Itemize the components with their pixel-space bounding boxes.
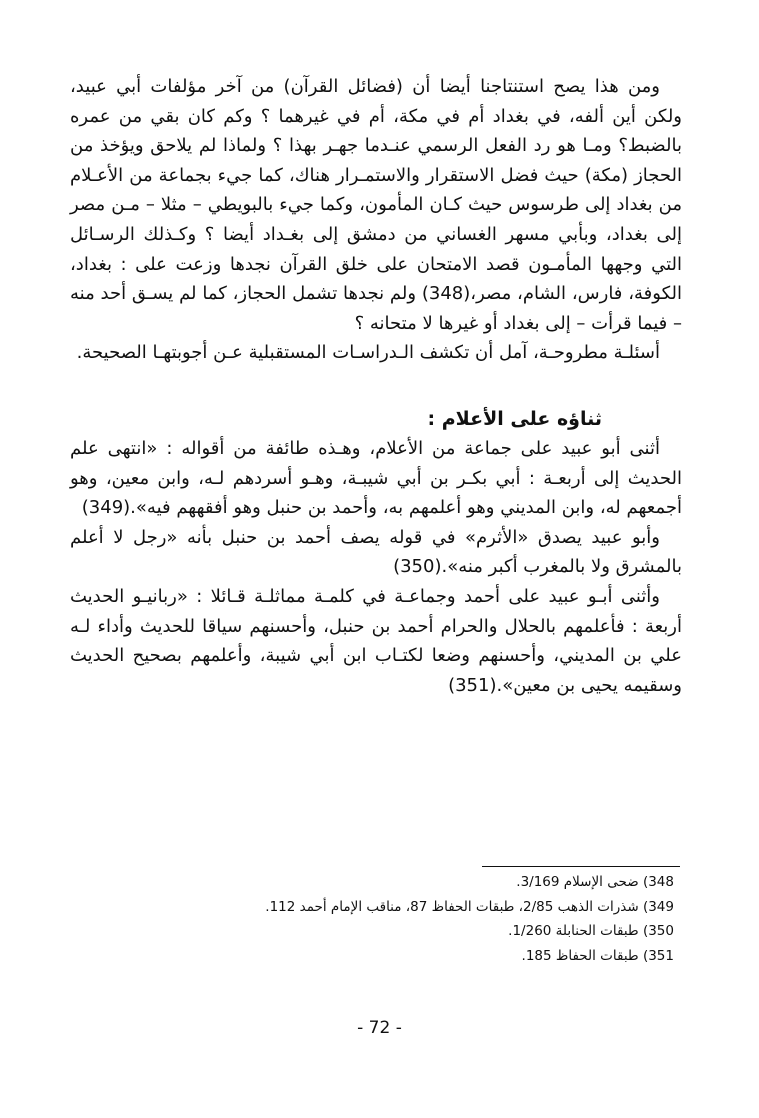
footnote-349: 349) شذرات الذهب 2/85، طبقات الحفاظ 87، مناقب الإمام أحمد 112. bbox=[265, 898, 674, 915]
footnotes bbox=[70, 870, 674, 968]
footnote-351: 351) طبقات الحفاظ 185. bbox=[521, 947, 674, 964]
footnote-348: 348) ضحى الإسلام 3/169. bbox=[516, 874, 674, 890]
page-body bbox=[70, 72, 682, 700]
praise-paragraph-1: أثنى أبو عبيد على جماعة من الأعلام، وهـذه طائفة من أقواله : «انتهى علم الحديث إلى أربعـة : أبي بكـر بن أبي شيبـة، وهـو أسردهم لـه، وابن معين، وهو أجمعهم له، وابن المديني وهو أعلمهم به، وأحمد بن حنبل وهو أفقههم فيه».(349) bbox=[70, 437, 682, 519]
footnote-350: 350) طبقات الحنابلة 1/260. bbox=[508, 923, 674, 940]
page-number: - 72 - bbox=[357, 1018, 402, 1038]
praise-paragraph-3: وأثنى أبـو عبيد على أحمد وجماعـة في كلمـة مماثلـة قـائلا : «ربانيـو الحديث أربعة : فأعلمهم بالحلال والحرام أحمد بن حنبل، وأحسنهم سياقا للحديث وأداء لـه علي بن المديني، وأحسنهم وضعا لكتـاب ابن أبي شيبة، وأعلمهم بصحيح الحديث وسقيمه يحيى بن معين».(351) bbox=[70, 585, 682, 696]
section-gap bbox=[70, 368, 682, 404]
intro-paragraph: ومن هذا يصح استنتاجنا أيضا أن (فضائل القرآن) من آخر مؤلفات أبي عبيد، ولكن أين ألفه، في بغداد أم في مكة، أم في غيرهما ؟ وكم كان بقي من عمره بالضبط؟ ومـا هو رد الفعل الرسمي عنـدما جهـر بهذا ؟ ولماذا لم يلاحق ويؤخذ من الحجاز (مكة) حيث فضل الاستقرار والاستمـرار هناك، كما جيء بجماعة من الأعـلام من بغداد إلى طرسوس حيث كـان المأمون، وكما جيء بالبويطي – مثلا – مـن مصر إلى بغداد، وبأبي مسهر الغساني من دمشق إلى بغـداد أيضا ؟ وكـذلك الرسـائل التي وجهها المأمـون قصد الامتحان على خلق القرآن نجدها وزعت على : بغداد، الكوفة، فارس، الشام، مصر،(348) ولم نجدها تشمل الحجاز، كما لم يسـق أحد منه – فيما قرأت – إلى بغداد أو غيرها لا متحانه ؟ bbox=[70, 76, 682, 334]
section-title: ثناؤه على الأعلام : bbox=[427, 407, 602, 430]
questions-paragraph: أسئلـة مطروحـة، آمل أن تكشف الـدراسـات المستقبلية عـن أجوبتهـا الصحيحة. bbox=[76, 342, 660, 364]
praise-paragraph-2: وأبو عبيد يصدق «الأثرم» في قوله يصف أحمد بن حنبل بأنه «رجل لا أعلم بالمشرق ولا بالمغرب أكبر منه».(350) bbox=[70, 526, 682, 578]
footnote-divider bbox=[482, 866, 680, 867]
